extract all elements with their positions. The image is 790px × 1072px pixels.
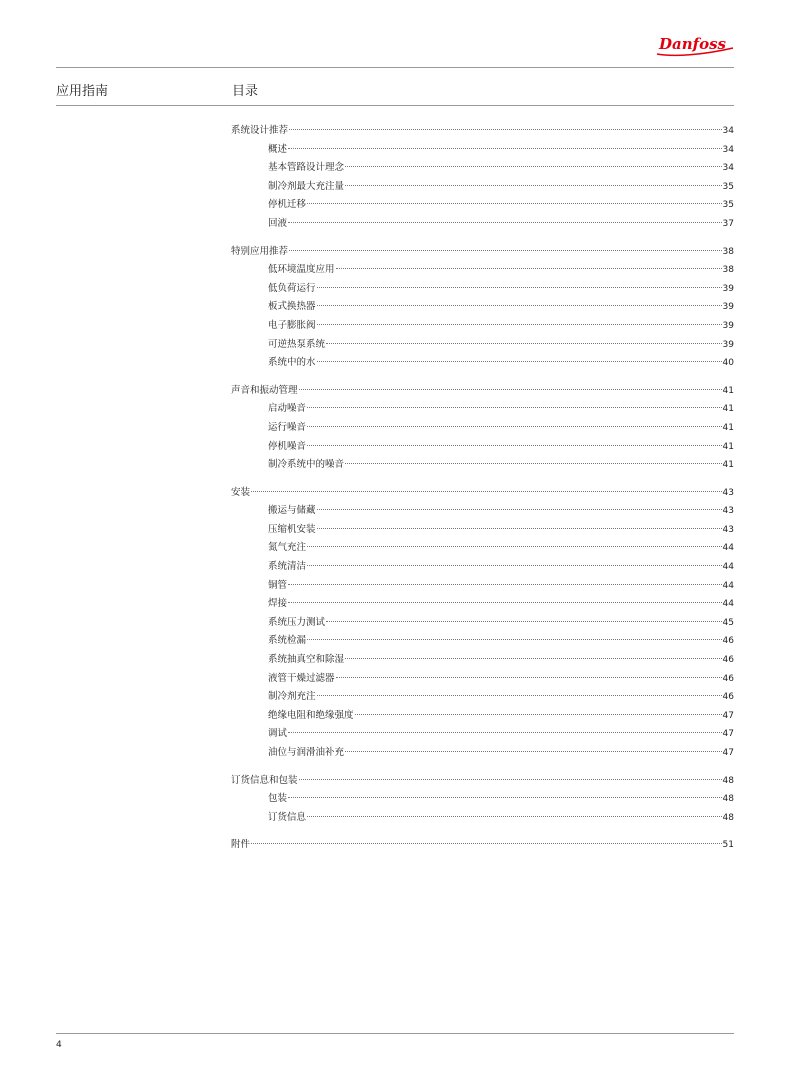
toc-page-number: 35 (722, 200, 734, 211)
toc-entry[interactable] (231, 215, 734, 234)
toc-page-number: 45 (722, 617, 734, 628)
toc-entry-title: 系统抽真空和除湿 (268, 654, 345, 666)
heading-rule (56, 105, 734, 106)
toc-page-number: 39 (722, 283, 734, 294)
toc-page-number: 48 (722, 775, 734, 786)
toc-entry[interactable] (231, 502, 734, 521)
toc-entry[interactable] (231, 790, 734, 809)
toc-entry[interactable] (231, 456, 734, 475)
toc-entry-title: 氮气充注 (268, 542, 307, 554)
table-of-contents (231, 122, 734, 864)
page-number: 4 (56, 1040, 62, 1050)
toc-page-number: 44 (722, 599, 734, 610)
toc-page-number: 47 (722, 748, 734, 758)
toc-page-number: 41 (722, 460, 734, 471)
toc-entry-title: 基本管路设计理念 (268, 162, 345, 174)
toc-entry[interactable] (231, 577, 734, 596)
toc-section (231, 836, 734, 855)
toc-entry-title: 板式换热器 (268, 301, 316, 313)
document-title: 应用指南 (56, 84, 109, 99)
toc-entry[interactable] (231, 438, 734, 457)
toc-entry[interactable] (231, 317, 734, 336)
toc-entry-title: 低环境温度应用 (268, 264, 335, 276)
toc-entry[interactable] (231, 280, 734, 299)
toc-page-number: 43 (722, 524, 734, 535)
toc-page-number: 34 (722, 163, 734, 174)
toc-section (231, 122, 734, 234)
dot-leader (288, 796, 722, 798)
toc-entry[interactable] (231, 670, 734, 689)
toc-page-number: 41 (722, 404, 734, 415)
toc-entry[interactable] (231, 178, 734, 197)
toc-section (231, 484, 734, 763)
dot-leader (299, 778, 722, 780)
dot-leader (307, 638, 722, 640)
toc-page-number: 46 (722, 673, 734, 684)
toc-page-number: 38 (722, 246, 734, 257)
dot-leader (336, 267, 722, 269)
toc-page-number: 47 (722, 710, 734, 721)
dot-leader (326, 342, 722, 344)
toc-entry[interactable] (231, 336, 734, 355)
toc-entry[interactable] (231, 809, 734, 828)
toc-entry[interactable] (231, 141, 734, 160)
toc-page-number: 51 (722, 840, 734, 851)
toc-page-number: 38 (722, 265, 734, 276)
toc-entry-title: 系统中的水 (268, 357, 316, 369)
toc-entry-title: 调试 (268, 728, 288, 740)
dot-leader (288, 731, 722, 733)
toc-entry[interactable] (231, 419, 734, 438)
toc-entry-title: 液管干燥过滤器 (268, 672, 335, 684)
toc-entry[interactable] (231, 744, 734, 763)
toc-section-title: 声音和振动管理 (231, 384, 298, 396)
toc-page-number: 39 (722, 302, 734, 313)
dot-leader (289, 249, 722, 251)
dot-leader (345, 750, 722, 752)
toc-entry[interactable] (231, 400, 734, 419)
dot-leader (317, 323, 722, 325)
toc-page-number: 41 (722, 422, 734, 433)
toc-entry-title: 订货信息 (268, 811, 307, 823)
toc-entry[interactable] (231, 651, 734, 670)
dot-leader (288, 601, 722, 603)
toc-page-number: 46 (722, 636, 734, 647)
toc-page-number: 37 (722, 218, 734, 229)
toc-entry[interactable] (231, 261, 734, 280)
toc-entry-title: 制冷剂充注 (268, 691, 316, 703)
toc-entry[interactable] (231, 688, 734, 707)
dot-leader (307, 425, 722, 427)
toc-entry[interactable] (231, 159, 734, 178)
dot-leader (317, 508, 722, 510)
dot-leader (345, 657, 722, 659)
toc-entry-title: 可逆热泵系统 (268, 338, 326, 350)
toc-page-number: 44 (722, 543, 734, 554)
toc-entry[interactable] (231, 298, 734, 317)
dot-leader (307, 815, 722, 817)
dot-leader (345, 184, 722, 186)
dot-leader (317, 304, 722, 306)
header-rule (56, 67, 734, 68)
toc-page-number: 48 (722, 794, 734, 805)
toc-page-number: 34 (722, 144, 734, 155)
toc-section-heading[interactable] (231, 836, 734, 855)
logo-wordmark: Danfoss (659, 35, 726, 53)
toc-page-number: 46 (722, 692, 734, 703)
toc-entry[interactable] (231, 595, 734, 614)
dot-leader (317, 286, 722, 288)
toc-entry-title: 系统清洁 (268, 561, 307, 573)
toc-entry-title: 运行噪音 (268, 421, 307, 433)
toc-section (231, 243, 734, 373)
toc-section-heading[interactable] (231, 122, 734, 141)
toc-entry[interactable] (231, 196, 734, 215)
dot-leader (355, 713, 722, 715)
dot-leader (317, 360, 722, 362)
toc-entry[interactable] (231, 354, 734, 373)
toc-entry-title: 回液 (268, 217, 288, 229)
toc-entry[interactable] (231, 632, 734, 651)
toc-page-number: 43 (722, 487, 734, 498)
toc-page-number: 40 (722, 358, 734, 369)
toc-section-title: 安装 (231, 486, 251, 498)
toc-entry-title: 电子膨胀阀 (268, 319, 316, 331)
toc-section-title: 附件 (231, 839, 251, 851)
toc-entry-title: 低负荷运行 (268, 282, 316, 294)
footer-rule (56, 1033, 734, 1034)
toc-page-number: 41 (722, 385, 734, 396)
toc-page-number: 39 (722, 339, 734, 350)
toc-entry-title: 包装 (268, 793, 288, 805)
dot-leader (251, 490, 722, 492)
toc-entry-title: 制冷剂最大充注量 (268, 180, 345, 192)
toc-entry-title: 绝缘电阻和绝缘强度 (268, 709, 354, 721)
toc-page-number: 41 (722, 441, 734, 452)
dot-leader (251, 842, 722, 844)
dot-leader (288, 221, 722, 223)
dot-leader (307, 202, 722, 204)
toc-entry[interactable] (231, 539, 734, 558)
toc-section (231, 772, 734, 828)
toc-entry-title: 油位与润滑油补充 (268, 747, 345, 758)
toc-page-number: 39 (722, 320, 734, 331)
toc-entry-title: 启动噪音 (268, 403, 307, 415)
dot-leader (299, 388, 722, 390)
toc-entry-title: 停机噪音 (268, 440, 307, 452)
toc-entry[interactable] (231, 707, 734, 726)
toc-entry[interactable] (231, 725, 734, 744)
dot-leader (345, 165, 722, 167)
toc-entry-title: 概述 (268, 143, 288, 155)
toc-page-number: 48 (722, 812, 734, 823)
toc-section-heading[interactable] (231, 243, 734, 262)
toc-entry-title: 铜管 (268, 579, 288, 591)
toc-entry-title: 停机迁移 (268, 199, 307, 211)
toc-entry-title: 系统压力测试 (268, 616, 326, 628)
toc-page-number: 44 (722, 562, 734, 573)
toc-entry[interactable] (231, 521, 734, 540)
dot-leader (326, 620, 722, 622)
toc-section-heading[interactable] (231, 382, 734, 401)
dot-leader (288, 583, 722, 585)
dot-leader (317, 694, 722, 696)
danfoss-logo (653, 30, 737, 60)
dot-leader (336, 676, 722, 678)
toc-heading: 目录 (232, 84, 259, 99)
dot-leader (317, 527, 722, 529)
toc-section (231, 382, 734, 475)
toc-page-number: 43 (722, 506, 734, 517)
dot-leader (307, 545, 722, 547)
toc-entry[interactable] (231, 614, 734, 633)
toc-page-number: 44 (722, 580, 734, 591)
toc-entry-title: 压缩机安装 (268, 523, 316, 535)
toc-entry-title: 搬运与储藏 (268, 505, 316, 517)
dot-leader (307, 444, 722, 446)
dot-leader (289, 128, 722, 130)
toc-page-number: 47 (722, 729, 734, 740)
toc-section-heading[interactable] (231, 772, 734, 791)
toc-page-number: 34 (722, 126, 734, 136)
toc-entry-title: 焊接 (268, 598, 288, 610)
dot-leader (345, 462, 722, 464)
dot-leader (307, 406, 722, 408)
dot-leader (307, 564, 722, 566)
toc-entry-title: 系统检漏 (268, 635, 307, 647)
dot-leader (288, 147, 722, 149)
toc-page-number: 46 (722, 655, 734, 666)
toc-section-heading[interactable] (231, 484, 734, 503)
toc-section-title: 订货信息和包装 (231, 774, 298, 786)
toc-section-title: 特别应用推荐 (231, 245, 289, 257)
toc-entry-title: 制冷系统中的噪音 (268, 459, 345, 471)
toc-entry[interactable] (231, 558, 734, 577)
toc-page-number: 35 (722, 181, 734, 192)
toc-section-title: 系统设计推荐 (231, 125, 289, 136)
